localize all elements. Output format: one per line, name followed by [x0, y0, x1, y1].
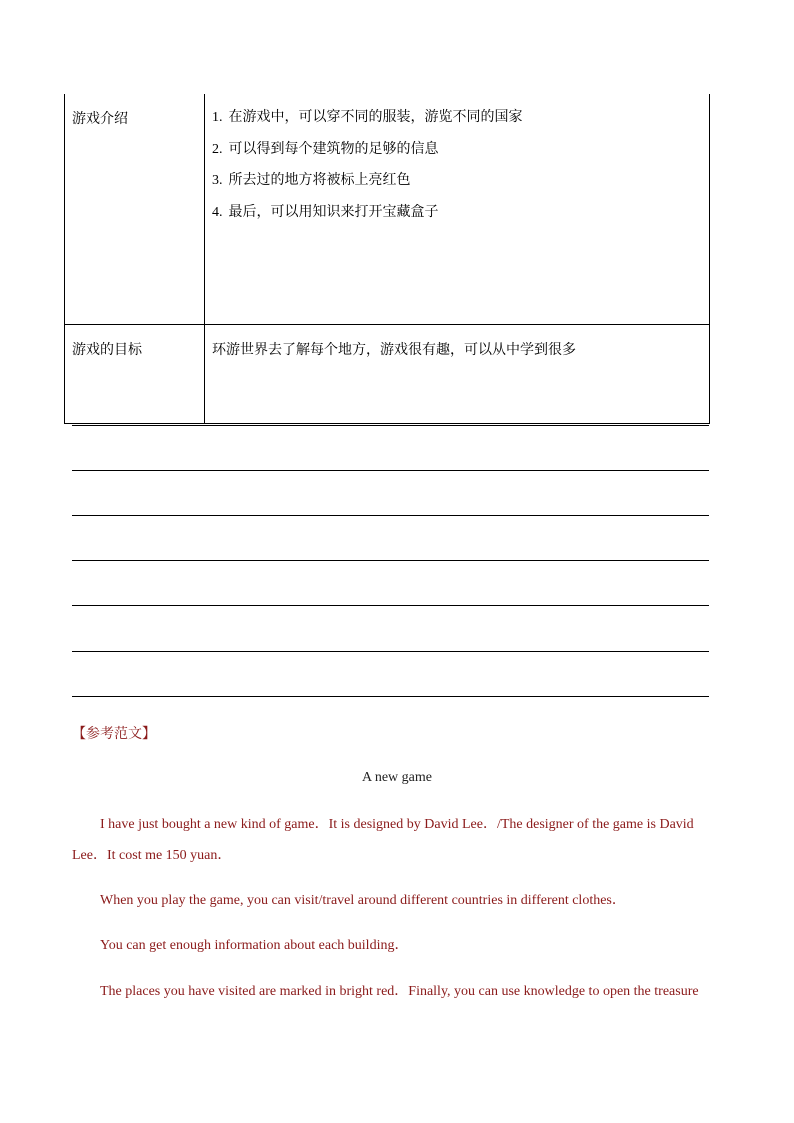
goal-text: 环游世界去了解每个地方，游戏很有趣，可以从中学到很多	[212, 342, 576, 358]
essay-paragraph: I have just bought a new kind of game．It is designed by David Lee．/The designer of the game is David Lee．It cost me 150 yuan．	[72, 817, 694, 863]
writing-line	[72, 651, 709, 652]
writing-line	[72, 696, 709, 697]
essay-paragraph: The places you have visited are marked in bright red．Finally, you can use knowledge to open the treasure	[100, 984, 699, 999]
info-table	[64, 94, 710, 424]
list-item	[212, 201, 709, 233]
item-number: 4.	[212, 204, 223, 220]
writing-line	[72, 560, 709, 561]
list-item	[212, 169, 709, 201]
list-item	[212, 106, 709, 138]
writing-line	[72, 605, 709, 606]
intro-list	[205, 94, 710, 325]
table-row	[65, 94, 710, 325]
table-row	[65, 325, 710, 424]
item-text: 在游戏中，可以穿不同的服装，游览不同的国家	[228, 109, 523, 125]
item-number: 1.	[212, 110, 223, 125]
row-label: 游戏的目标	[65, 325, 205, 424]
item-text: 可以得到每个建筑物的足够的信息	[228, 140, 439, 157]
goal-cell	[205, 325, 710, 424]
writing-line	[72, 515, 709, 516]
item-text: 最后，可以用知识来打开宝藏盒子	[228, 203, 439, 220]
essay-paragraph: You can get enough information about each building．	[100, 938, 409, 953]
list-item	[212, 138, 709, 170]
essay-title: A new game	[362, 770, 432, 785]
item-number: 2.	[212, 141, 223, 157]
writing-line	[72, 470, 709, 471]
reference-heading: 【参考范文】	[72, 726, 156, 742]
item-number: 3.	[212, 173, 223, 188]
essay-paragraph: When you play the game, you can visit/travel around different countries in different clothes．	[100, 893, 626, 908]
writing-line	[72, 425, 709, 426]
row-label: 游戏介绍	[65, 94, 205, 325]
item-text: 所去过的地方将被标上亮红色	[228, 172, 411, 188]
